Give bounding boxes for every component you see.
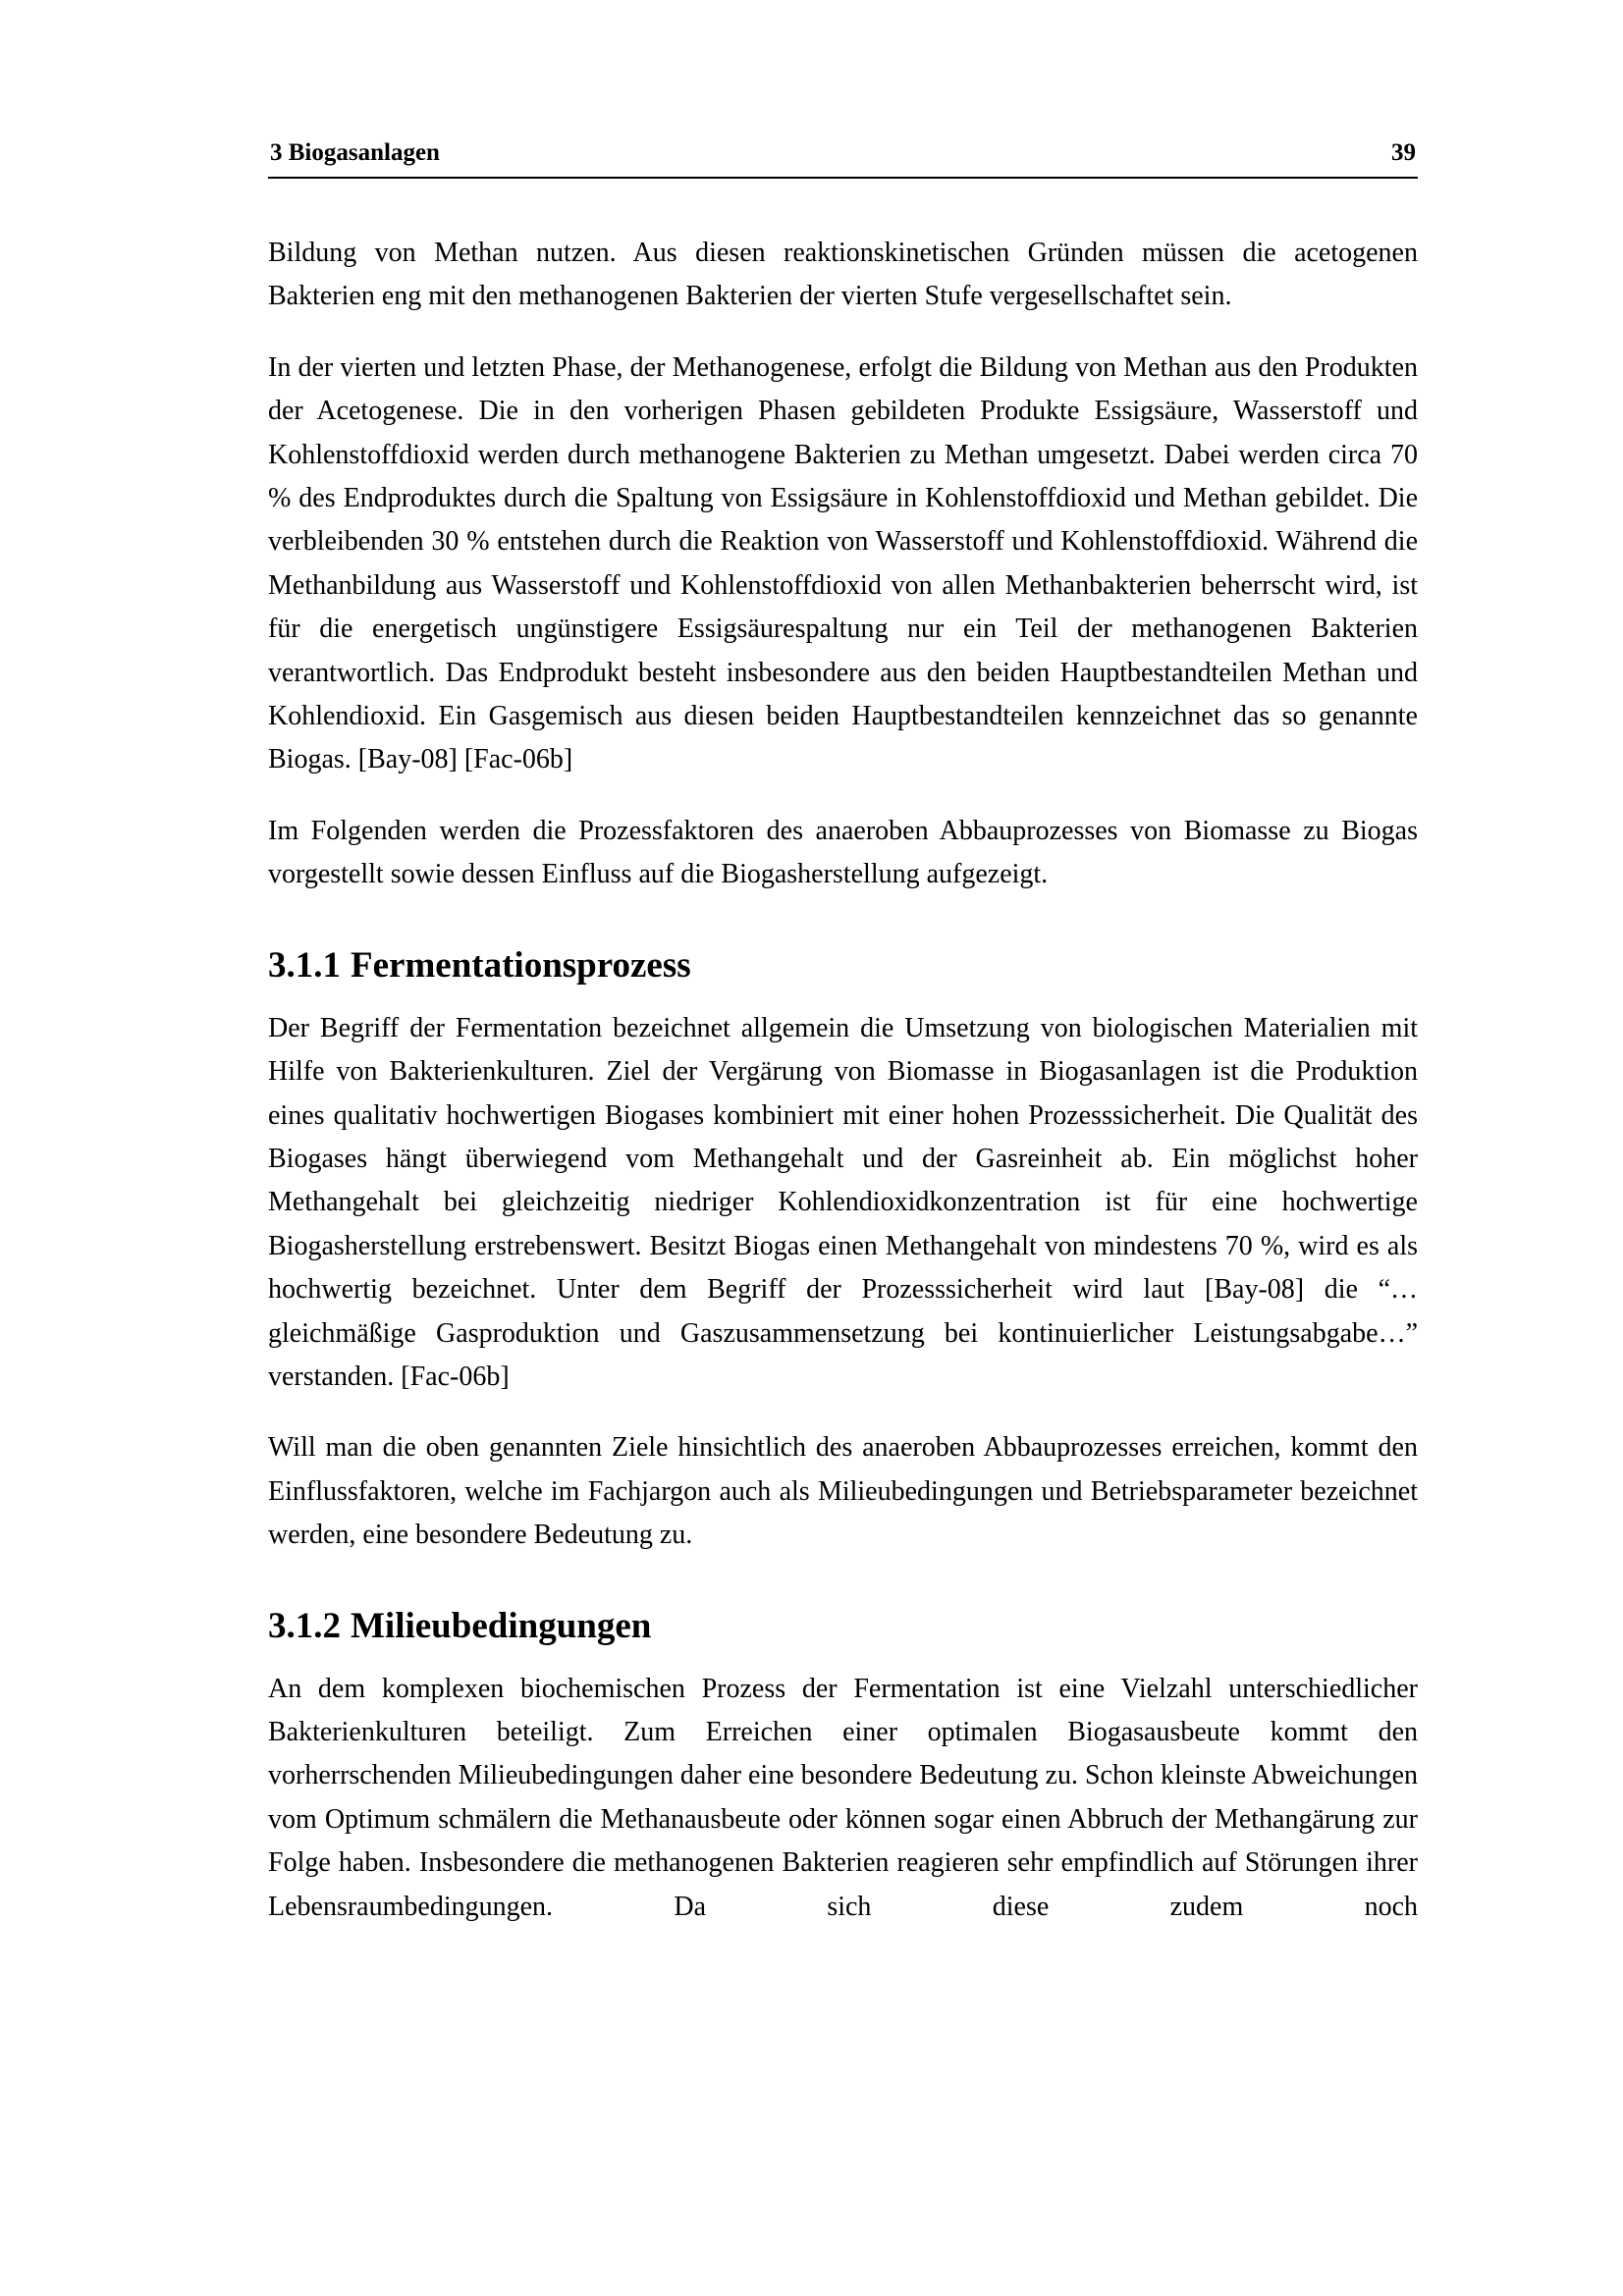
section-heading-milieubedingungen [268, 1601, 1418, 1652]
paragraph-methanogenese: In der vierten und letzten Phase, der Methanogenese, erfolgt die Bildung von Methan aus den Produkten der Acetogenese. Die in den vorherigen Phasen gebildeten Produkte Essigsäure, Wasserstoff und Kohlenstoffdioxid werden durch methanogene Bakterien zu Methan umgesetzt. Dabei werden circa 70 % des Endproduktes durch die Spaltung von Essigsäure in Kohlenstoffdioxid und Methan gebildet. Die verbleibenden 30 % entstehen durch die Reaktion von Wasserstoff und Kohlenstoffdioxid. Während die Methanbildung aus Wasserstoff und Kohlenstoffdioxid von allen Methanbakterien beherrscht wird, ist für die energetisch ungünstigere Essigsäurespaltung nur ein Teil der methanogenen Bakterien verantwortlich. Das Endprodukt besteht insbesondere aus den beiden Hauptbestandteilen Methan und Kohlendioxid. Ein Gasgemisch aus diesen beiden Hauptbestandteilen kennzeichnet das so genannte Biogas. [Bay-08] [Fac-06b] [268, 351, 1418, 775]
paragraph-einflussfaktoren: Will man die oben genannten Ziele hinsichtlich des anaeroben Abbauprozesses erreichen, kommt den Einflussfaktoren, welche im Fachjargon auch als Milieubedingungen und Betriebsparameter bezeichnet werden, eine besondere Bedeutung zu. [268, 1432, 1418, 1551]
paragraph-milieubedingungen: An dem komplexen biochemischen Prozess der Fermentation ist eine Vielzahl unterschiedlicher Bakterienkulturen beteiligt. Zum Erreichen einer optimalen Biogasausbeute kommt den vorherrschenden Milieubedingungen daher eine besondere Bedeutung zu. Schon kleinste Abweichungen vom Optimum schmälern die Methanausbeute oder können sogar einen Abbruch der Methangärung zur Folge haben. Insbesondere die methanogenen Bakterien reagieren sehr empfindlich auf Störungen ihrer Lebensraumbedingungen. Da sich diese zudem noch [268, 1673, 1418, 1922]
page-number: 39 [1391, 139, 1416, 166]
paragraph-prozessfaktoren: Im Folgenden werden die Prozessfaktoren des anaeroben Abbauprozesses von Biomasse zu Biogas vorgestellt sowie dessen Einfluss auf die Biogasherstellung aufgezeigt. [268, 815, 1418, 890]
section-title: Fermentationsprozess [351, 944, 691, 986]
chapter-title: 3 Biogasanlagen [270, 139, 440, 166]
section-number: 3.1.2 [268, 1605, 341, 1646]
running-header [268, 135, 1418, 179]
section-number: 3.1.1 [268, 944, 341, 986]
paragraph-continuation: Bildung von Methan nutzen. Aus diesen reaktionskinetischen Gründen müssen die acetogenen Bakterien eng mit den methanogenen Bakterien der vierten Stufe vergesellschaftet sein. [268, 238, 1418, 312]
body-text [268, 232, 1418, 1956]
section-title: Milieubedingungen [351, 1605, 652, 1646]
section-heading-fermentationsprozess [268, 940, 1418, 991]
paragraph-fermentation: Der Begriff der Fermentation bezeichnet allgemein die Umsetzung von biologischen Materialien mit Hilfe von Bakterienkulturen. Ziel der Vergärung von Biomasse in Biogasanlagen ist die Produktion eines qualitativ hochwertigen Biogases kombiniert mit einer hohen Prozesssicherheit. Die Qualität des Biogases hängt überwiegend vom Methangehalt und der Gasreinheit ab. Ein möglichst hoher Methangehalt bei gleichzeitig niedriger Kohlendioxidkonzentration ist für eine hochwertige Biogasherstellung erstrebenswert. Besitzt Biogas einen Methangehalt von mindestens 70 %, wird es als hochwertig bezeichnet. Unter dem Begriff der Prozesssicherheit wird laut [Bay-08] die “…gleichmäßige Gasproduktion und Gaszusammensetzung bei kontinuierlicher Leistungsabgabe…” verstanden. [Fac-06b] [268, 1012, 1418, 1392]
